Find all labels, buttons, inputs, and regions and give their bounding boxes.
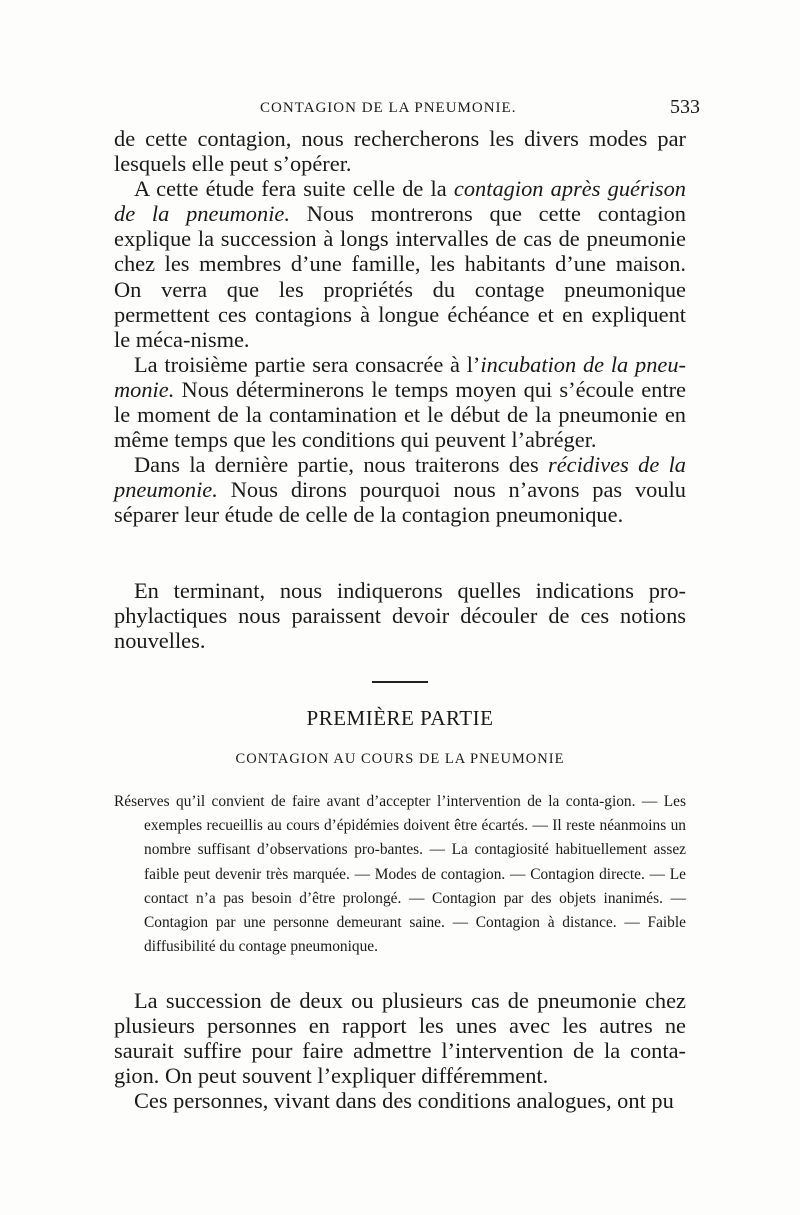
paragraph-3 xyxy=(114,352,686,452)
paragraph-4-text-a: Dans la dernière partie, nous traiterons des xyxy=(134,452,548,478)
paragraph-4 xyxy=(114,452,686,527)
paragraph-5: La succession de deux ou plusieurs cas de pneumonie chez plusieurs personnes en rapport les unes avec les autres ne saurait suffire pour faire admettre l’intervention de la conta-gion. On peut souvent l’expliquer différemment. xyxy=(114,988,686,1089)
page-number: 533 xyxy=(670,96,700,118)
paragraph-6: Ces personnes, vivant dans des conditions analogues, ont pu xyxy=(134,1088,674,1114)
section-divider xyxy=(372,681,428,683)
chapter-summary: Réserves qu’il convient de faire avant d’accepter l’intervention de la conta-gion. — Les exemples recueillis au cours d’épidémies doivent être écartés. — Il reste néanmoins un nombre suffisant d’observations pro-bantes. — La contagiosité habituellement assez faible peut devenir très marquée. — Modes de contagion. — Contagion directe. — Le contact n’a pas besoin d’être prolongé. — Contagion par des objets inanimés. — Contagion par une personne demeurant saine. — Contagion à distance. — Faible diffusibilité du contage pneumonique. xyxy=(114,793,686,956)
paragraph-1 xyxy=(114,126,686,176)
paragraph-3-text-a: La troisième partie sera consacrée à l’ xyxy=(134,351,481,377)
paragraph-3-text-b: Nous déterminerons le temps moyen qui s’écoule entre le moment de la contamination et le début de la pneumonie en même temps que les conditions qui peuvent l’abréger. xyxy=(114,376,686,453)
paragraph-1-text: de cette contagion, nous rechercherons les divers modes par lesquels elle peut s’opérer. xyxy=(114,126,686,177)
paragraph-2-text-b: Nous montrerons que cette contagion explique la succession à longs intervalles de cas de pneumonie chez les membres d’une famille, les habitants d’une maison. On verra que les propriétés du contage pneumonique permettent ces contagions à longue échéance et en expliquent le méca-nisme. xyxy=(114,201,686,352)
intro-text-block xyxy=(114,126,686,528)
paragraph-4-text-b: Nous dirons pourquoi nous n’avons pas voulu séparer leur étude de celle de la contagion pneumonique. xyxy=(114,477,686,528)
part-title: PREMIÈRE PARTIE xyxy=(306,706,494,730)
paragraph-3-emphasis: incubation de la pneu-monie. xyxy=(114,351,686,402)
paragraph-2-text-a: A cette étude fera suite celle de la xyxy=(134,176,454,202)
main-text-block xyxy=(114,988,686,1113)
paragraph-conclusion: En terminant, nous indiquerons quelles indications pro-phylactiques nous paraissent devoir découler de ces notions nouvelles. xyxy=(114,578,686,654)
conclusion-text-block xyxy=(114,578,686,653)
paragraph-2 xyxy=(114,176,686,352)
paragraph-4-emphasis: récidives de la pneumonie. xyxy=(114,452,686,503)
section-title: CONTAGION AU COURS DE LA PNEUMONIE xyxy=(235,751,565,767)
paragraph-2-emphasis: contagion après guérison de la pneumonie. xyxy=(114,176,686,227)
running-title: CONTAGION DE LA PNEUMONIE. xyxy=(260,100,517,116)
page-header xyxy=(112,96,700,120)
